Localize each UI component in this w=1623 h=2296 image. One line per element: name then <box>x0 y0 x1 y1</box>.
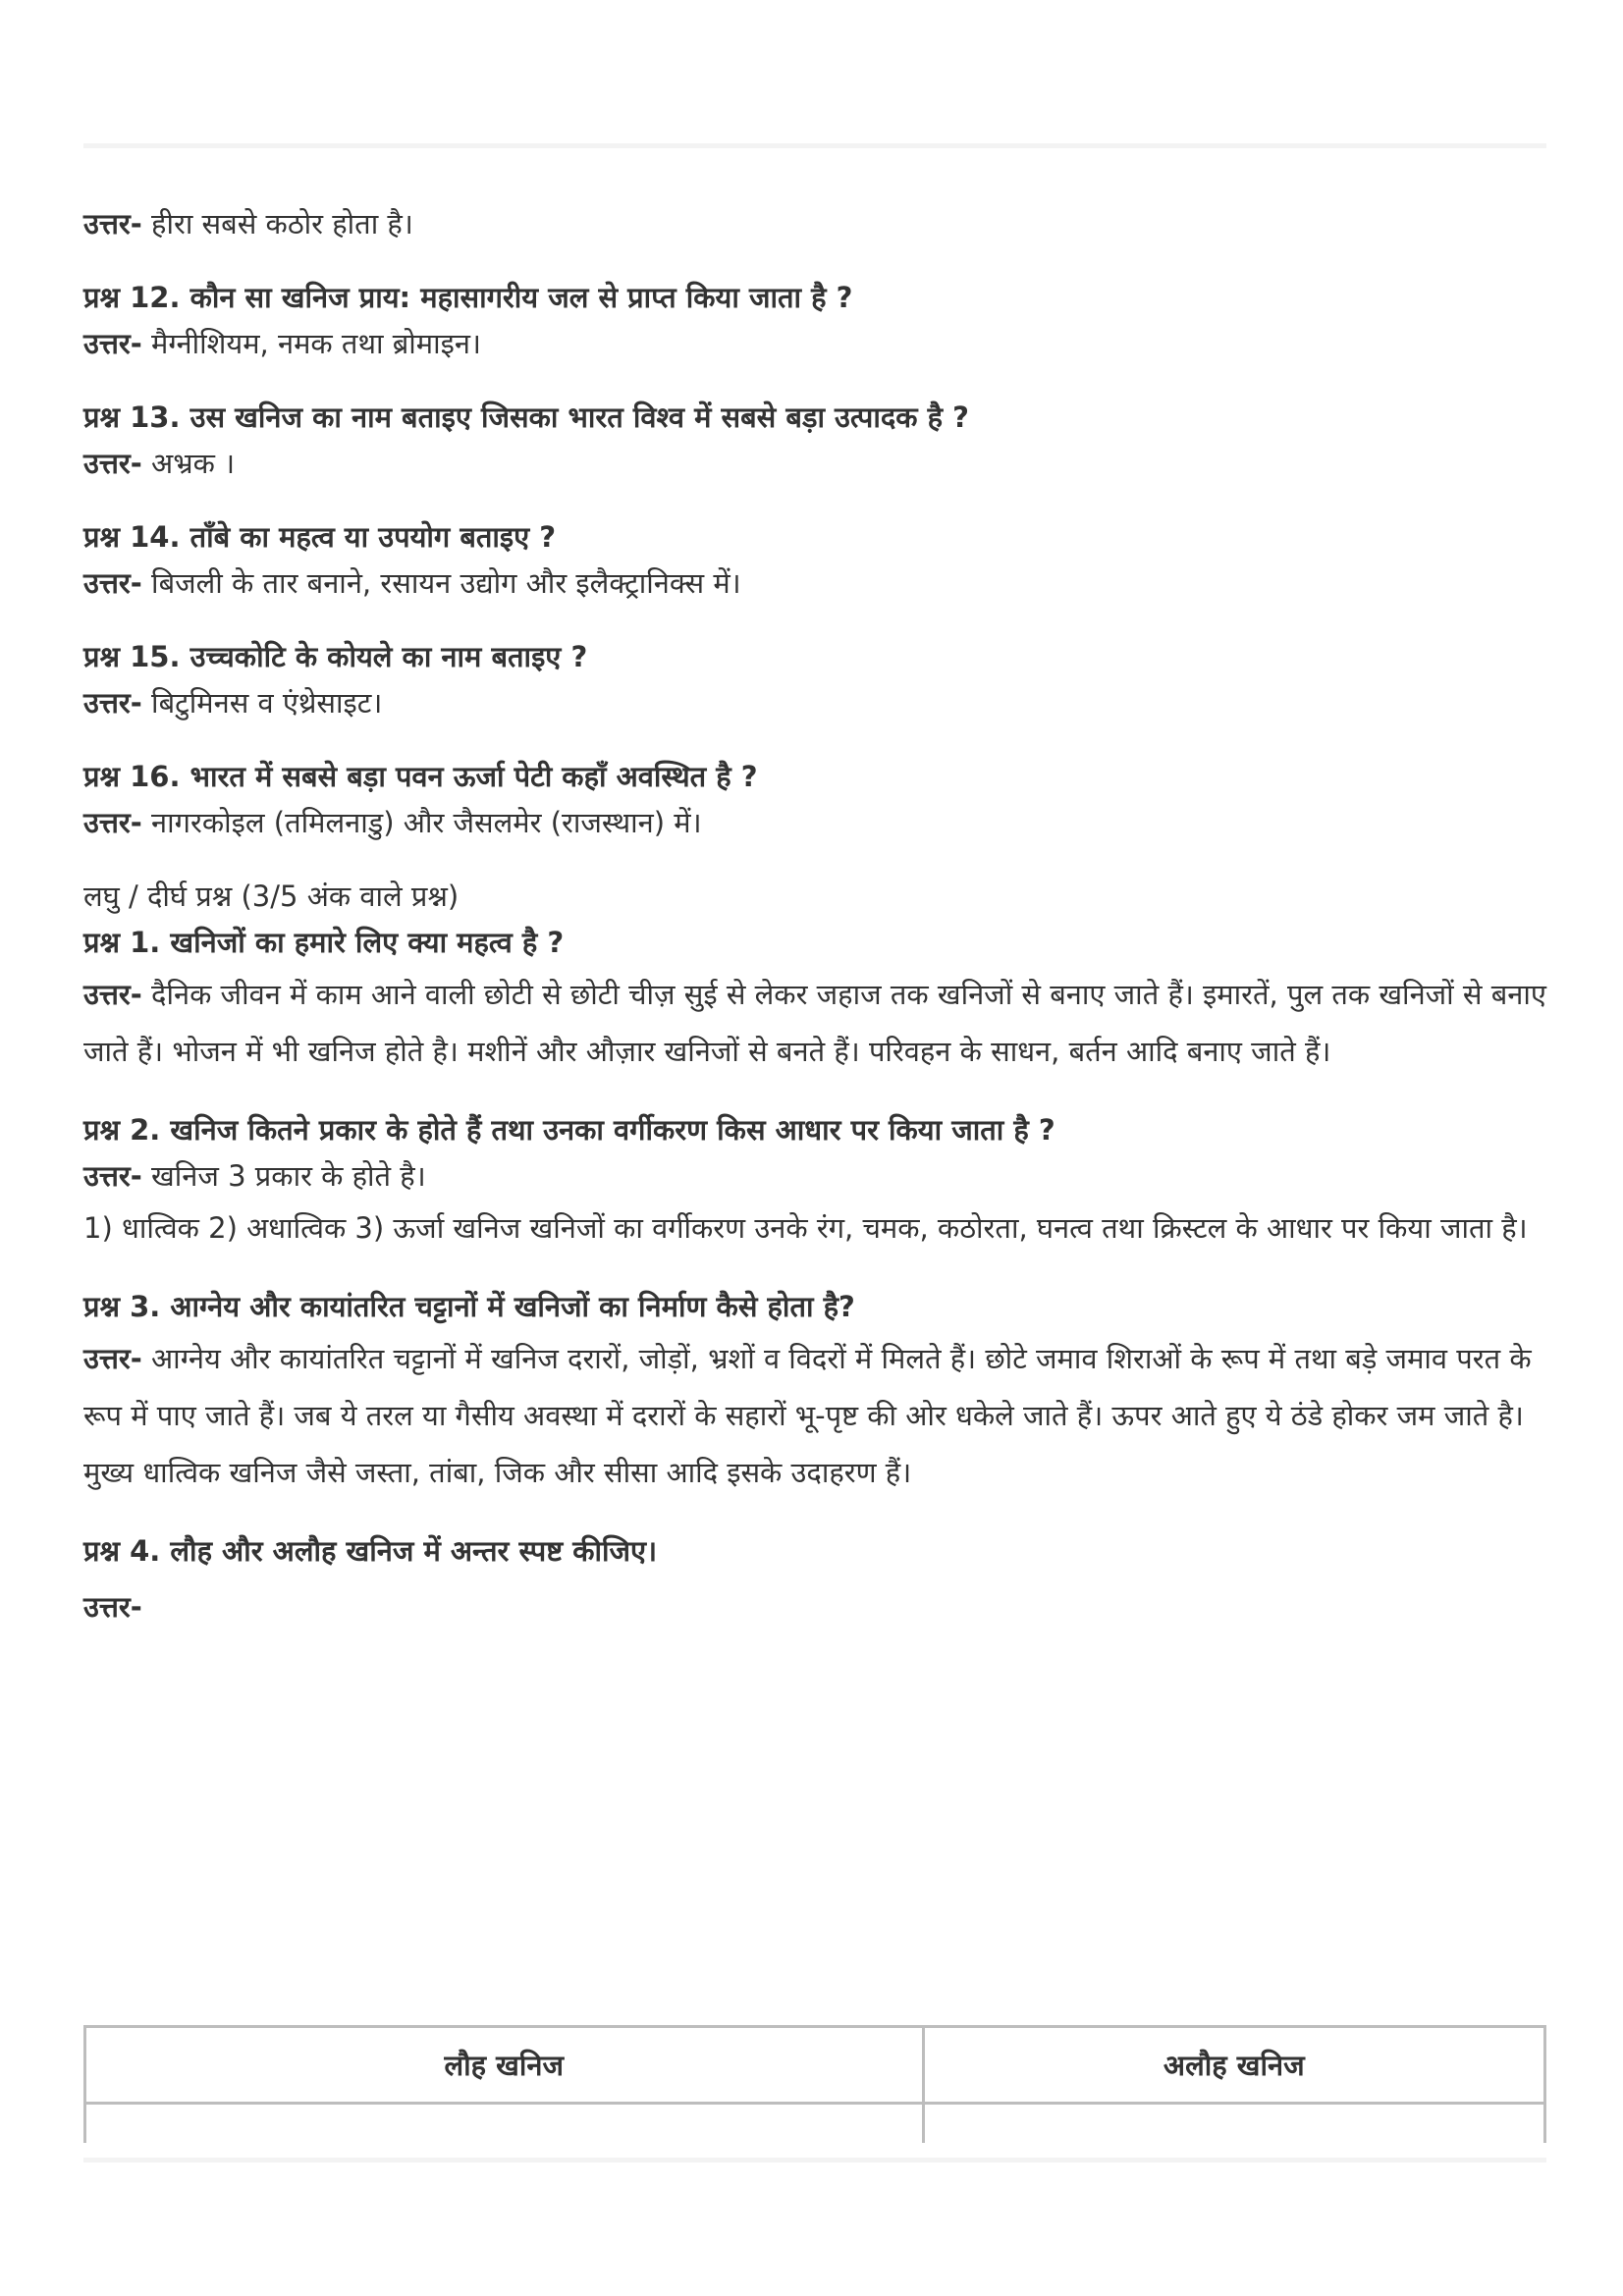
table-header-row <box>85 2027 1545 2104</box>
bottom-divider <box>83 2158 1546 2163</box>
long-question-2: प्रश्न 2. खनिज कितने प्रकार के होते हैं तथा उनका वर्गीकरण किस आधार पर किया जाता है ? <box>83 1113 1055 1147</box>
long-answer-1: उत्तर- दैनिक जीवन में काम आने वाली छोटी से छोटी चीज़ सुई से लेकर जहाज तक खनिजों से बनाए जाते हैं। इमारतें, पुल तक खनिजों से बनाए जाते हैं। भोजन में भी खनिज होते है। मशीनें और औज़ार खनिजों से बनते हैं। परिवहन के साधन, बर्तन आदि बनाए जाते हैं। <box>83 978 1546 1068</box>
document-body <box>83 201 1546 1630</box>
long-question-1: प्रश्न 1. खनिजों का हमारे लिए क्या महत्व है ? <box>83 926 565 959</box>
table-header-non-ferrous: अलौह खनिज <box>923 2027 1544 2104</box>
question-15: प्रश्न 15. उच्चकोटि के कोयले का नाम बताइए ? <box>83 640 588 673</box>
question-14: प्रश्न 14. ताँबे का महत्व या उपयोग बताइए ? <box>83 520 557 554</box>
long-answer-2-detail: 1) धात्विक 2) अधात्विक 3) ऊर्जा खनिज खनिजों का वर्गीकरण उनके रंग, चमक, कठोरता, घनत्व तथा क्रिस्टल के आधार पर किया जाता है। <box>83 1211 1528 1245</box>
comparison-table <box>83 2025 1546 2143</box>
long-question-3: प्रश्न 3. आग्नेय और कायांतरित चट्टानों में खनिजों का निर्माण कैसे होता है? <box>83 1290 855 1323</box>
top-divider <box>83 143 1546 148</box>
answer-15: उत्तर- बिटुमिनस व एंथ्रेसाइट। <box>83 686 383 720</box>
long-question-4: प्रश्न 4. लौह और अलौह खनिज में अन्तर स्पष्ट कीजिए। <box>83 1534 658 1568</box>
answer-14: उत्तर- बिजली के तार बनाने, रसायन उद्योग और इलैक्ट्रानिक्स में। <box>83 566 741 600</box>
table-cell <box>85 2103 924 2143</box>
long-answer-3: उत्तर- आग्नेय और कायांतरित चट्टानों में खनिज दरारों, जोड़ों, भ्रशों व विदरों में मिलते हैं। छोटे जमाव शिराओं के रूप में तथा बड़े जमाव परत के रूप में पाए जाते हैं। जब ये तरल या गैसीय अवस्था में दरारों के सहारों भू-पृष्ट की ओर धकेले जाते हैं। ऊपर आते हुए ये ठंडे होकर जम जाते है। मुख्य धात्विक खनिज जैसे जस्ता, तांबा, जिक और सीसा आदि इसके उदाहरण हैं। <box>83 1342 1532 1489</box>
answer-16: उत्तर- नागरकोइल (तमिलनाडु) और जैसलमेर (राजस्थान) में। <box>83 806 702 839</box>
section-heading: लघु / दीर्घ प्रश्न (3/5 अंक वाले प्रश्न) <box>83 880 460 913</box>
answer-11: उत्तर- हीरा सबसे कठोर होता है। <box>83 207 413 240</box>
answer-12: उत्तर- मैग्नीशियम, नमक तथा ब्रोमाइन। <box>83 327 481 360</box>
question-12: प्रश्न 12. कौन सा खनिज प्राय: महासागरीय जल से प्राप्त किया जाता है ? <box>83 281 853 314</box>
question-16: प्रश्न 16. भारत में सबसे बड़ा पवन ऊर्जा पेटी कहाँ अवस्थित है ? <box>83 760 758 793</box>
table-row <box>85 2103 1545 2143</box>
answer-13: उत्तर- अभ्रक । <box>83 447 236 480</box>
long-answer-2: उत्तर- खनिज 3 प्रकार के होते है। <box>83 1159 426 1193</box>
table-header-ferrous: लौह खनिज <box>85 2027 924 2104</box>
table-cell <box>923 2103 1544 2143</box>
long-answer-4-label: उत्तर- <box>83 1590 142 1624</box>
question-13: प्रश्न 13. उस खनिज का नाम बताइए जिसका भारत विश्व में सबसे बड़ा उत्पादक है ? <box>83 400 969 434</box>
